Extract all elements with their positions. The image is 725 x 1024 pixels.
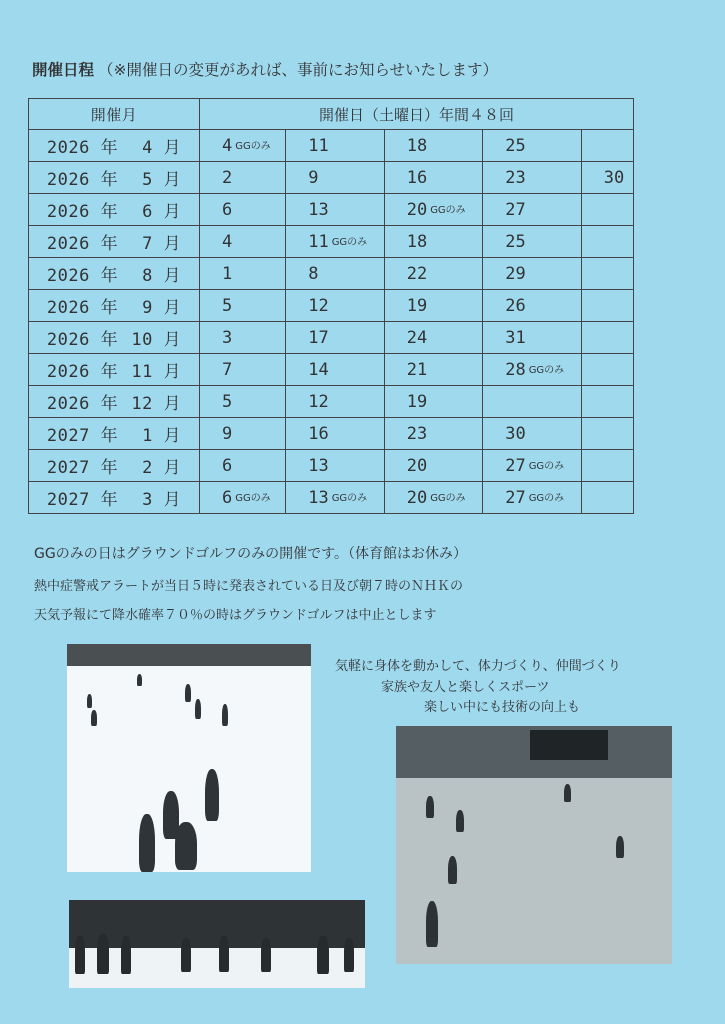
date-cell [286,354,385,386]
date-cell [483,386,582,418]
date-value: 24 [406,327,428,348]
month-label: 10 [131,330,153,350]
schedule-note: （※開催日の変更があれば、事前にお知らせいたします） [98,61,499,79]
schedule-row [29,418,634,450]
schedule-row [29,258,634,290]
date-cell [384,482,483,514]
date-value: 20 [406,199,428,220]
date-value: 22 [406,263,428,284]
date-cell [384,290,483,322]
schedule-table [28,98,634,514]
date-cell [384,258,483,290]
month-label: 5 [142,170,153,190]
gg-only-tag: GGのみ [235,140,271,152]
date-value: 4 [222,231,233,252]
date-value: 20 [406,455,428,476]
date-cell [286,450,385,482]
date-value: 14 [308,359,329,380]
date-cell [483,258,582,290]
year-label: 2026 [46,234,90,254]
date-cell [483,290,582,322]
date-value: 6 [222,455,233,476]
date-value: 8 [308,263,319,284]
date-value: 30 [505,423,526,444]
year-label: 2026 [46,394,90,414]
photo-ground-golf-field [67,644,311,872]
year-label: 2027 [46,458,90,478]
date-cell [286,258,385,290]
date-value: 12 [308,391,329,412]
date-value: 19 [406,391,428,412]
date-cell [384,226,483,258]
gg-only-tag: GGのみ [331,492,368,504]
date-value: 31 [505,327,526,348]
photo-group-outdoor [69,900,365,988]
date-value: 4 [222,135,233,156]
date-cell [581,354,633,386]
schedule-row [29,482,634,514]
schedule-row [29,162,634,194]
date-value: 9 [308,167,319,188]
gg-only-tag: GGのみ [430,492,466,504]
date-cell [581,482,633,514]
date-cell [200,258,286,290]
date-cell [200,450,286,482]
gg-only-tag: GGのみ [235,492,271,504]
gg-only-tag: GGのみ [430,204,466,216]
date-value: 3 [222,327,233,348]
schedule-heading [32,58,498,80]
year-label: 2026 [46,298,90,318]
date-cell [200,194,286,226]
date-cell [483,482,582,514]
month-cell: 2026 年 12 月 [29,386,200,418]
month-cell: 2026 年 6 月 [29,194,200,226]
date-cell [200,290,286,322]
date-cell [286,290,385,322]
date-cell [286,226,385,258]
date-value: 25 [505,135,526,156]
date-value: 13 [308,487,329,508]
gg-only-tag: GGのみ [528,460,565,472]
month-cell: 2026 年 11 月 [29,354,200,386]
date-cell [384,322,483,354]
slogan-line-1: 気軽に身体を動かして、体力づくり、仲間づくり [335,659,621,674]
month-cell: 2027 年 3 月 [29,482,200,514]
schedule-row [29,450,634,482]
date-value: 16 [308,423,329,444]
date-cell [384,386,483,418]
month-cell: 2026 年 9 月 [29,290,200,322]
month-label: 8 [142,266,153,286]
heat-alert-note-2: 天気予報にて降水確率７０％の時はグラウンドゴルフは中止とします [34,608,437,623]
month-cell: 2026 年 5 月 [29,162,200,194]
month-cell: 2027 年 2 月 [29,450,200,482]
header-dates: 開催日（土曜日）年間４８回 [200,99,634,130]
date-value: 18 [406,135,428,156]
date-cell [483,226,582,258]
photo-gymnasium [396,726,672,964]
date-cell [581,450,633,482]
date-value: 13 [308,455,329,476]
date-cell [286,162,385,194]
heat-alert-note-1: 熱中症警戒アラートが当日５時に発表されている日及び朝７時のＮＨＫの [34,579,464,594]
date-value: 25 [505,231,526,252]
date-value: 21 [406,359,428,380]
date-value: 16 [406,167,428,188]
slogan-line-3: 楽しい中にも技術の向上も [424,700,581,715]
schedule-row [29,322,634,354]
slogan-line-2: 家族や友人と楽しくスポーツ [381,680,550,695]
date-cell [581,162,633,194]
date-cell [200,386,286,418]
date-cell [483,418,582,450]
schedule-row [29,194,634,226]
date-cell [483,322,582,354]
month-label: 4 [142,138,153,158]
date-value: 27 [505,455,526,476]
date-cell [581,290,633,322]
gg-only-tag: GGのみ [528,364,565,376]
month-label: 11 [131,362,153,382]
date-cell [286,130,385,162]
date-cell [483,354,582,386]
date-cell [286,482,385,514]
date-value: 20 [406,487,428,508]
date-cell [581,322,633,354]
date-value: 1 [222,263,233,284]
year-label: 2026 [46,362,90,382]
date-value: 17 [308,327,329,348]
month-label: 2 [142,458,153,478]
date-value: 9 [222,423,233,444]
schedule-row [29,386,634,418]
date-cell [581,386,633,418]
schedule-body [29,130,634,514]
schedule-title: 開催日程 [32,61,95,79]
date-cell [286,194,385,226]
date-value: 29 [505,263,526,284]
month-label: 7 [142,234,153,254]
date-cell [384,130,483,162]
date-value: 18 [406,231,428,252]
month-cell: 2027 年 1 月 [29,418,200,450]
date-cell [581,194,633,226]
date-cell [483,162,582,194]
date-cell [286,418,385,450]
date-value: 30 [603,167,625,188]
date-cell [483,450,582,482]
date-value: 27 [505,487,526,508]
year-label: 2027 [46,490,90,510]
date-value: 6 [222,487,233,508]
date-cell [384,194,483,226]
date-cell [200,226,286,258]
date-value: 27 [505,199,526,220]
date-value: 26 [505,295,526,316]
date-cell [286,386,385,418]
schedule-row [29,130,634,162]
date-value: 13 [308,199,329,220]
schedule-row [29,354,634,386]
gg-only-tag: GGのみ [528,492,565,504]
schedule-row [29,226,634,258]
date-value: 2 [222,167,233,188]
date-cell [483,194,582,226]
date-value: 19 [406,295,428,316]
date-value: 23 [505,167,526,188]
date-value: 5 [222,391,233,412]
month-cell: 2026 年 10 月 [29,322,200,354]
date-cell [200,418,286,450]
date-value: 5 [222,295,233,316]
month-label: 3 [142,490,153,510]
date-cell [581,226,633,258]
date-value: 11 [308,135,329,156]
date-cell [384,450,483,482]
month-cell: 2026 年 7 月 [29,226,200,258]
date-cell [200,354,286,386]
date-cell [384,354,483,386]
date-value: 6 [222,199,233,220]
date-cell [384,418,483,450]
date-cell [286,322,385,354]
month-label: 1 [142,426,153,446]
date-cell [384,162,483,194]
gg-only-tag: GGのみ [331,236,368,248]
month-label: 6 [142,202,153,222]
schedule-row [29,290,634,322]
gg-only-note: GGのみの日はグラウンドゴルフのみの開催です。（体育館はお休み） [34,546,468,562]
month-label: 9 [142,298,153,318]
date-value: 28 [505,359,526,380]
date-value: 11 [308,231,329,252]
date-cell [200,322,286,354]
date-value: 12 [308,295,329,316]
year-label: 2027 [46,426,90,446]
date-cell [200,482,286,514]
date-cell [200,162,286,194]
date-cell [483,130,582,162]
date-cell [581,258,633,290]
year-label: 2026 [46,202,90,222]
date-cell [581,418,633,450]
header-month: 開催月 [29,99,200,130]
date-cell [200,130,286,162]
date-cell [581,130,633,162]
year-label: 2026 [46,138,90,158]
month-label: 12 [131,394,153,414]
date-value: 23 [406,423,428,444]
month-cell: 2026 年 4 月 [29,130,200,162]
date-value: 7 [222,359,233,380]
year-label: 2026 [46,330,90,350]
month-cell: 2026 年 8 月 [29,258,200,290]
year-label: 2026 [46,266,90,286]
year-label: 2026 [46,170,90,190]
